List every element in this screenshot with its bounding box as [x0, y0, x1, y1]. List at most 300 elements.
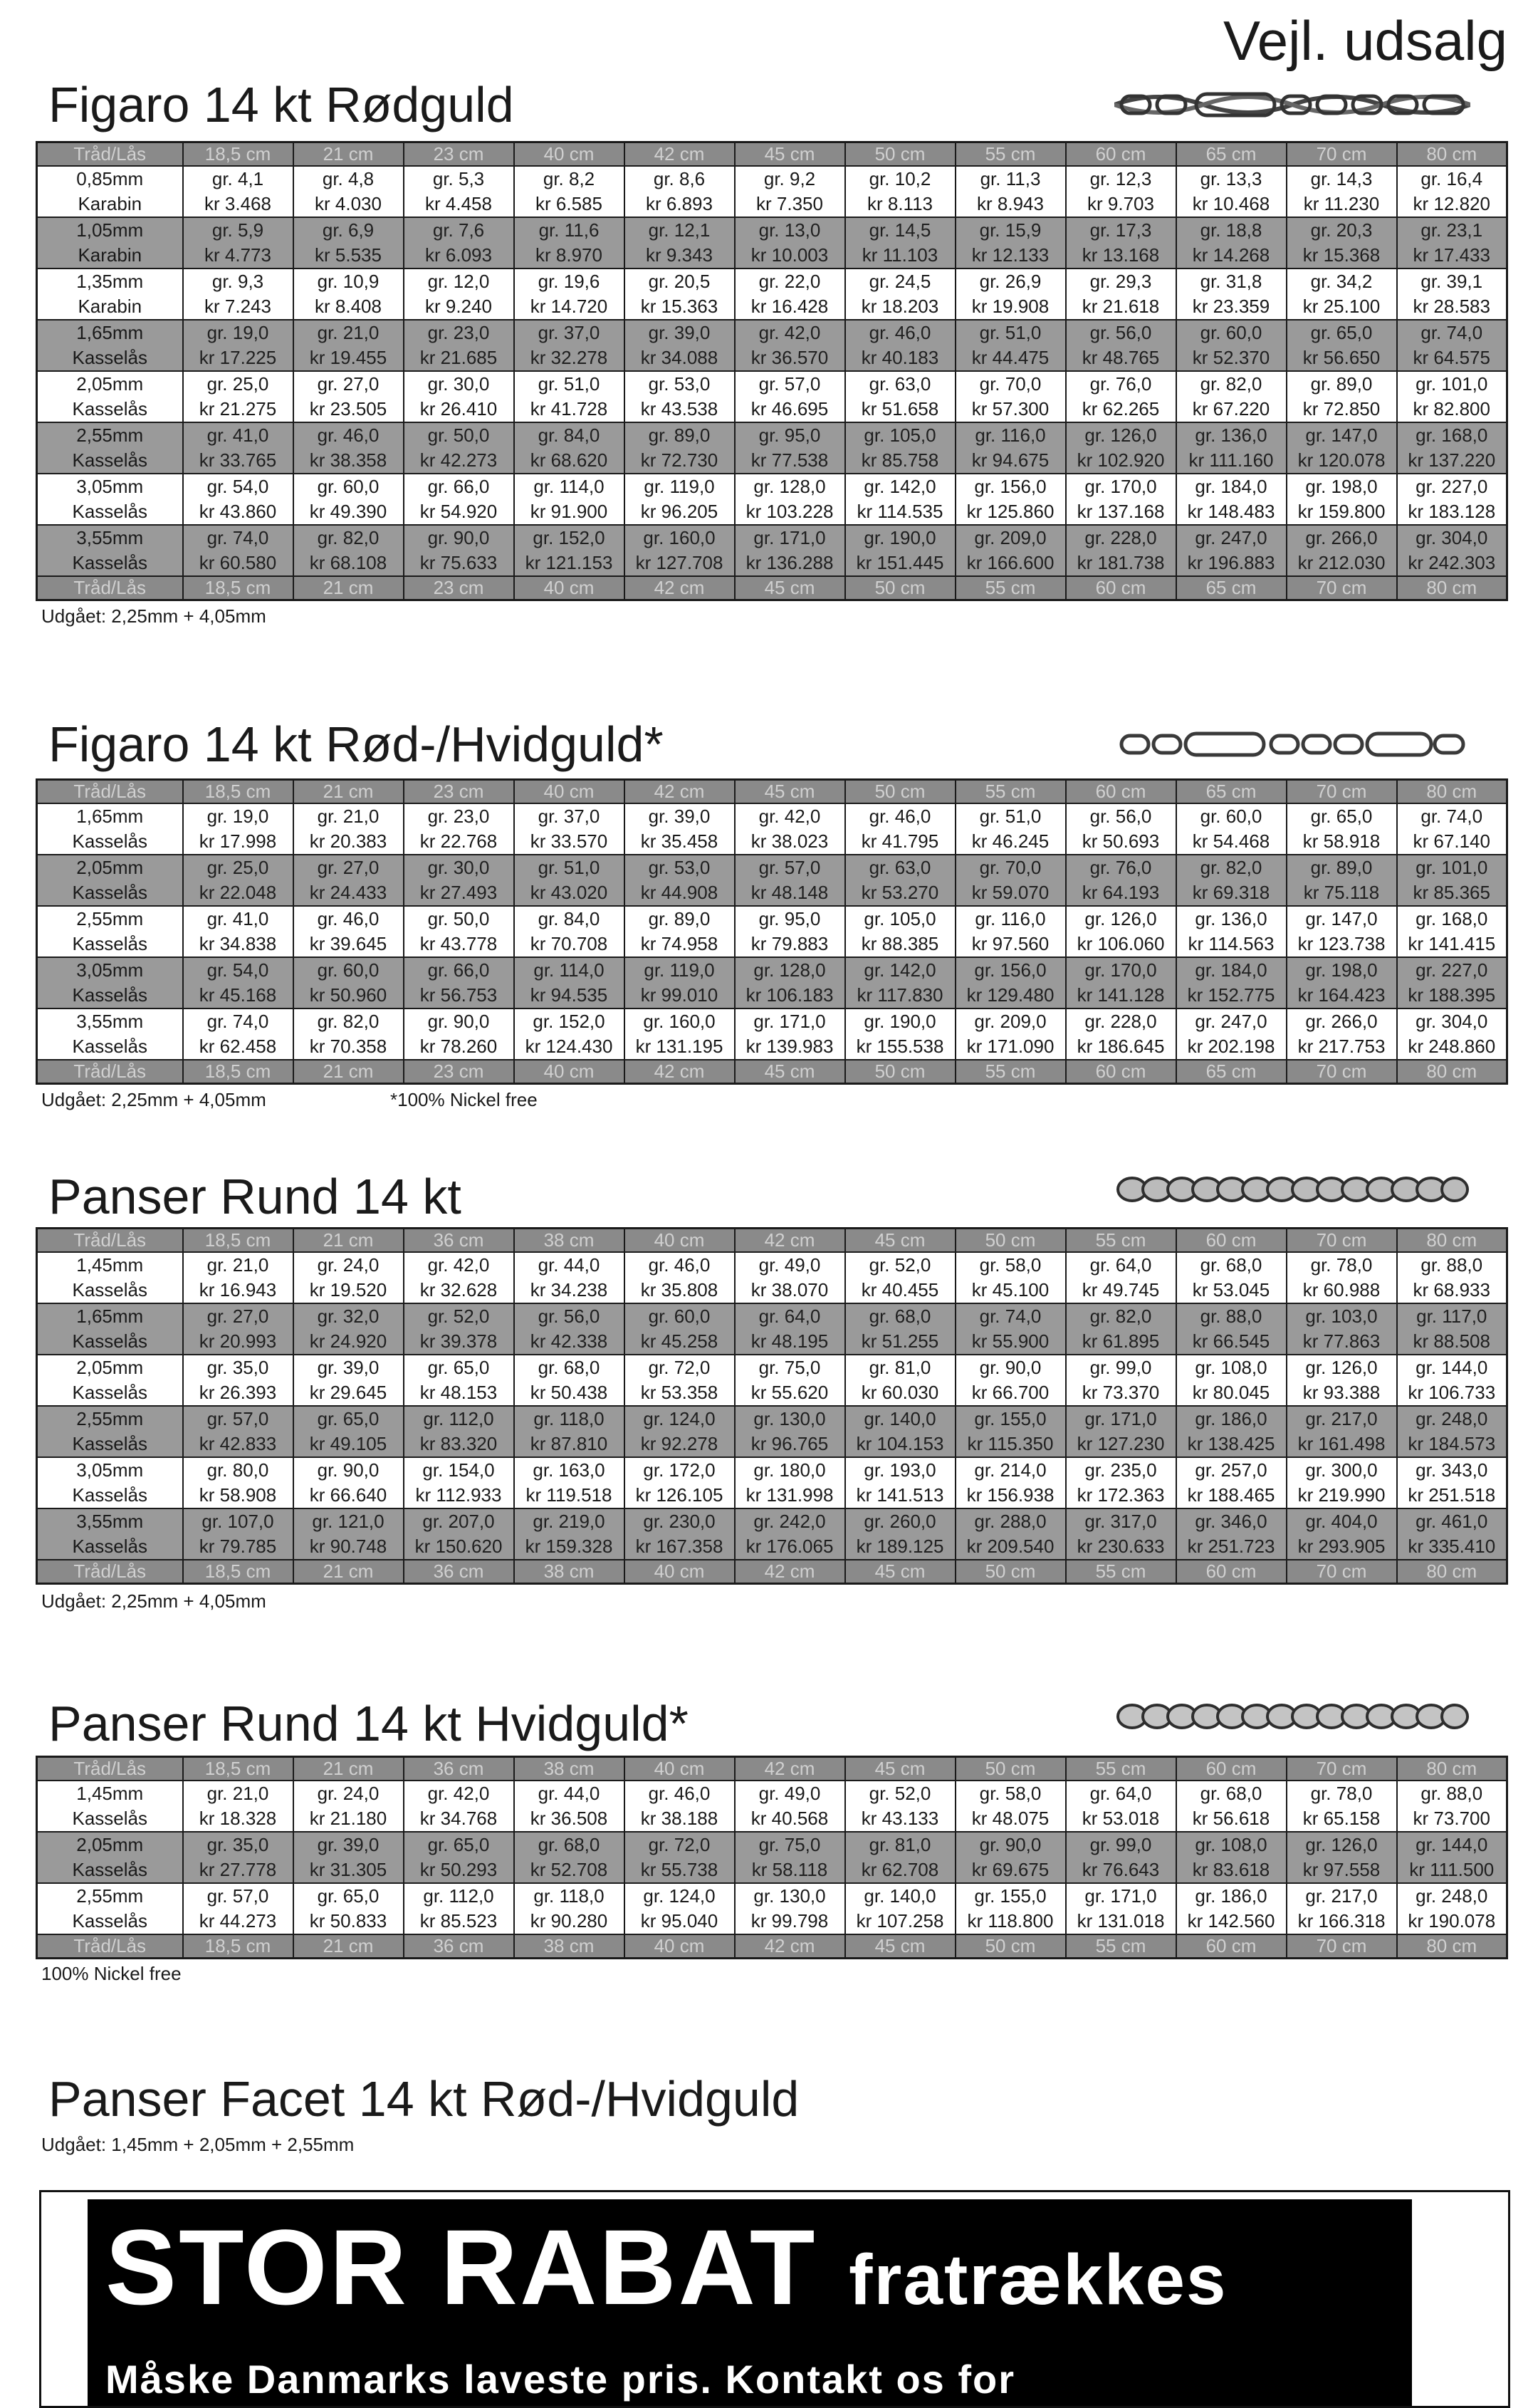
- weight-value: gr. 82,0: [1200, 373, 1262, 395]
- price-cell: [1287, 1406, 1397, 1457]
- price-cell: [845, 269, 956, 320]
- table-row: [37, 371, 1507, 422]
- price-value: kr 48.153: [419, 1382, 498, 1403]
- price-cell: [1397, 371, 1507, 422]
- weight-value: gr. 21,0: [317, 322, 380, 343]
- price-value: kr 33.570: [530, 830, 608, 852]
- price-cell: [956, 166, 1066, 217]
- header-cell-length: 80 cm: [1397, 1060, 1507, 1084]
- price-value: kr 62.458: [199, 1036, 277, 1057]
- wire-lock-cell: [37, 1008, 183, 1060]
- price-value: kr 159.800: [1297, 501, 1386, 522]
- header-cell-length: 18,5 cm: [183, 1560, 293, 1584]
- price-value: kr 18.203: [861, 296, 939, 317]
- header-cell-trad-las: Tråd/Lås: [37, 142, 183, 167]
- weight-value: gr. 12,0: [427, 271, 490, 292]
- weight-value: gr. 107,0: [202, 1511, 274, 1532]
- price-cell: [956, 1303, 1066, 1355]
- price-value: kr 26.410: [419, 398, 498, 419]
- price-value: kr 62.265: [1082, 398, 1160, 419]
- weight-value: gr. 155,0: [974, 1885, 1047, 1907]
- wire-size: 1,45mm: [76, 1783, 144, 1804]
- header-cell-length: 18,5 cm: [183, 1060, 293, 1084]
- price-table-figaro-rod-hvidguld: [36, 778, 1508, 1085]
- price-value: kr 142.560: [1187, 1910, 1275, 1932]
- price-value: kr 85.523: [419, 1910, 498, 1932]
- price-cell: [1397, 1008, 1507, 1060]
- lock-type: Kasselås: [72, 1036, 147, 1057]
- price-cell: [514, 1355, 624, 1406]
- weight-value: gr. 39,0: [648, 322, 711, 343]
- header-cell-length: 60 cm: [1066, 142, 1176, 167]
- price-value: kr 77.863: [1302, 1330, 1381, 1352]
- price-cell: [514, 217, 624, 269]
- weight-value: gr. 35,0: [206, 1834, 269, 1855]
- weight-value: gr. 114,0: [533, 959, 605, 981]
- price-value: kr 43.778: [419, 933, 498, 954]
- weight-value: gr. 171,0: [1084, 1885, 1157, 1907]
- weight-value: gr. 49,0: [758, 1783, 821, 1804]
- price-value: kr 111.160: [1188, 449, 1274, 471]
- header-cell-length: 55 cm: [956, 780, 1066, 804]
- weight-value: gr. 56,0: [1089, 806, 1152, 827]
- table-row: [37, 1883, 1507, 1934]
- weight-value: gr. 184,0: [1195, 476, 1267, 497]
- weight-value: gr. 46,0: [869, 322, 931, 343]
- weight-value: gr. 51,0: [979, 322, 1042, 343]
- weight-value: gr. 288,0: [974, 1511, 1047, 1532]
- weight-value: gr. 112,0: [423, 1885, 494, 1907]
- weight-value: gr. 6,9: [322, 219, 375, 241]
- price-cell: [956, 1252, 1066, 1303]
- price-cell: [1287, 906, 1397, 957]
- weight-value: gr. 74,0: [206, 527, 269, 548]
- price-value: kr 34.838: [199, 933, 277, 954]
- weight-value: gr. 35,0: [206, 1357, 269, 1378]
- price-value: kr 40.568: [750, 1808, 829, 1829]
- price-cell: [845, 371, 956, 422]
- header-cell-length: 50 cm: [956, 1757, 1066, 1781]
- price-cell: [956, 906, 1066, 957]
- weight-value: gr. 144,0: [1416, 1834, 1488, 1855]
- price-value: kr 151.445: [856, 552, 944, 573]
- price-value: kr 66.545: [1192, 1330, 1270, 1352]
- weight-value: gr. 266,0: [1305, 1011, 1378, 1032]
- price-value: kr 25.100: [1302, 296, 1381, 317]
- weight-value: gr. 8,6: [653, 168, 706, 189]
- price-cell: [1066, 217, 1176, 269]
- table-row: [37, 957, 1507, 1008]
- weight-value: gr. 5,9: [211, 219, 264, 241]
- price-value: kr 103.228: [745, 501, 834, 522]
- wire-size: 1,45mm: [76, 1254, 144, 1276]
- price-value: kr 12.133: [971, 244, 1050, 266]
- price-value: kr 50.693: [1082, 830, 1160, 852]
- weight-value: gr. 404,0: [1305, 1511, 1378, 1532]
- lock-type: Kasselås: [72, 1536, 147, 1557]
- price-value: kr 75.118: [1303, 882, 1380, 903]
- price-value: kr 126.105: [635, 1484, 723, 1506]
- price-value: kr 9.703: [1087, 193, 1154, 214]
- weight-value: gr. 81,0: [869, 1357, 931, 1378]
- price-cell: [845, 422, 956, 474]
- price-cell: [1176, 269, 1287, 320]
- price-cell: [1066, 166, 1176, 217]
- price-value: kr 93.388: [1302, 1382, 1381, 1403]
- price-cell: [404, 422, 514, 474]
- weight-value: gr. 116,0: [975, 424, 1046, 446]
- price-cell: [1066, 957, 1176, 1008]
- wire-lock-cell: [37, 957, 183, 1008]
- header-cell-length: 70 cm: [1287, 1060, 1397, 1084]
- price-cell: [183, 422, 293, 474]
- table-row: [37, 217, 1507, 269]
- header-cell-trad-las: Tråd/Lås: [37, 1229, 183, 1253]
- header-cell-length: 55 cm: [956, 576, 1066, 600]
- header-cell-length: 50 cm: [956, 1229, 1066, 1253]
- price-cell: [845, 906, 956, 957]
- price-value: kr 66.640: [309, 1484, 387, 1506]
- price-value: kr 46.245: [971, 830, 1050, 852]
- lock-type: Kasselås: [72, 984, 147, 1006]
- weight-value: gr. 54,0: [206, 959, 269, 981]
- price-value: kr 64.193: [1082, 882, 1160, 903]
- wire-lock-cell: [37, 1832, 183, 1883]
- lock-type: Kasselås: [72, 830, 147, 852]
- price-value: kr 212.030: [1297, 552, 1386, 573]
- weight-value: gr. 39,1: [1420, 271, 1483, 292]
- weight-value: gr. 99,0: [1089, 1357, 1152, 1378]
- weight-value: gr. 4,1: [211, 168, 264, 189]
- price-value: kr 172.363: [1077, 1484, 1165, 1506]
- price-value: kr 121.153: [525, 552, 613, 573]
- price-cell: [1066, 1508, 1176, 1560]
- price-value: kr 20.383: [309, 830, 387, 852]
- price-value: kr 18.328: [199, 1808, 277, 1829]
- header-cell-length: 21 cm: [293, 780, 404, 804]
- price-value: kr 74.958: [640, 933, 718, 954]
- price-cell: [1176, 1406, 1287, 1457]
- weight-value: gr. 186,0: [1195, 1885, 1267, 1907]
- price-cell: [514, 474, 624, 525]
- price-cell: [1287, 474, 1397, 525]
- price-cell: [404, 217, 514, 269]
- weight-value: gr. 4,8: [322, 168, 375, 189]
- weight-value: gr. 95,0: [758, 424, 821, 446]
- price-value: kr 60.580: [199, 552, 277, 573]
- price-cell: [845, 1457, 956, 1508]
- weight-value: gr. 82,0: [317, 527, 380, 548]
- price-value: kr 69.675: [971, 1859, 1050, 1880]
- wire-lock-cell: [37, 474, 183, 525]
- price-value: kr 11.103: [862, 244, 938, 266]
- price-value: kr 73.370: [1082, 1382, 1160, 1403]
- weight-value: gr. 56,0: [538, 1305, 600, 1327]
- price-cell: [624, 1303, 735, 1355]
- price-value: kr 196.883: [1187, 552, 1275, 573]
- table-header-row: [37, 142, 1507, 167]
- price-cell: [183, 1355, 293, 1406]
- price-value: kr 68.108: [309, 552, 387, 573]
- weight-value: gr. 60,0: [1200, 322, 1262, 343]
- price-table-panser-rund-hvidguld: [36, 1756, 1508, 1959]
- weight-value: gr. 346,0: [1195, 1511, 1267, 1532]
- price-value: kr 87.810: [530, 1433, 608, 1454]
- weight-value: gr. 119,0: [644, 959, 715, 981]
- price-value: kr 251.518: [1408, 1484, 1496, 1506]
- header-cell-trad-las: Tråd/Lås: [37, 1560, 183, 1584]
- table-row: [37, 525, 1507, 576]
- price-value: kr 4.030: [315, 193, 382, 214]
- price-value: kr 190.078: [1408, 1910, 1496, 1932]
- price-value: kr 19.908: [971, 296, 1050, 317]
- header-cell-length: 18,5 cm: [183, 142, 293, 167]
- price-value: kr 131.018: [1077, 1910, 1165, 1932]
- weight-value: gr. 18,8: [1200, 219, 1262, 241]
- price-value: kr 9.240: [425, 296, 492, 317]
- price-value: kr 92.278: [640, 1433, 718, 1454]
- price-value: kr 107.258: [856, 1910, 944, 1932]
- price-value: kr 77.538: [750, 449, 829, 471]
- price-cell: [1066, 422, 1176, 474]
- price-value: kr 189.125: [856, 1536, 944, 1557]
- price-cell: [735, 217, 845, 269]
- price-value: kr 56.618: [1192, 1808, 1270, 1829]
- weight-value: gr. 56,0: [1089, 322, 1152, 343]
- price-value: kr 106.183: [745, 984, 834, 1006]
- price-cell: [1397, 803, 1507, 855]
- price-cell: [735, 1252, 845, 1303]
- table-row: [37, 1355, 1507, 1406]
- price-cell: [404, 1355, 514, 1406]
- price-cell: [183, 320, 293, 371]
- price-cell: [1176, 1457, 1287, 1508]
- price-value: kr 88.508: [1413, 1330, 1490, 1352]
- weight-value: gr. 65,0: [317, 1408, 380, 1429]
- weight-value: gr. 74,0: [206, 1011, 269, 1032]
- weight-value: gr. 42,0: [427, 1254, 490, 1276]
- price-value: kr 137.168: [1077, 501, 1165, 522]
- price-value: kr 50.833: [309, 1910, 387, 1932]
- header-cell-length: 42 cm: [624, 780, 735, 804]
- price-value: kr 14.268: [1192, 244, 1270, 266]
- panser-chain-image: [1114, 1174, 1470, 1206]
- price-cell: [735, 1883, 845, 1934]
- table-row: [37, 422, 1507, 474]
- price-value: kr 43.020: [530, 882, 608, 903]
- price-cell: [1176, 1781, 1287, 1832]
- price-value: kr 11.230: [1303, 193, 1380, 214]
- price-cell: [845, 1883, 956, 1934]
- price-cell: [514, 422, 624, 474]
- header-cell-length: 70 cm: [1287, 142, 1397, 167]
- weight-value: gr. 29,3: [1089, 271, 1152, 292]
- wire-lock-cell: [37, 1303, 183, 1355]
- weight-value: gr. 9,2: [763, 168, 816, 189]
- price-value: kr 42.273: [419, 449, 498, 471]
- weight-value: gr. 155,0: [974, 1408, 1047, 1429]
- price-value: kr 88.385: [861, 933, 939, 954]
- weight-value: gr. 228,0: [1084, 1011, 1157, 1032]
- price-cell: [1287, 1303, 1397, 1355]
- discount-banner: [39, 2190, 1510, 2408]
- price-value: kr 67.220: [1192, 398, 1270, 419]
- price-cell: [293, 1008, 404, 1060]
- weight-value: gr. 90,0: [427, 1011, 490, 1032]
- table-row: [37, 1303, 1507, 1355]
- weight-value: gr. 168,0: [1416, 424, 1488, 446]
- price-cell: [1066, 1355, 1176, 1406]
- price-value: kr 161.498: [1297, 1433, 1386, 1454]
- price-value: kr 4.773: [204, 244, 271, 266]
- header-cell-length: 55 cm: [956, 142, 1066, 167]
- price-value: kr 94.675: [971, 449, 1050, 471]
- wire-size: 2,55mm: [76, 1885, 144, 1907]
- weight-value: gr. 119,0: [644, 476, 715, 497]
- banner-headline-main: STOR RABAT: [105, 2207, 817, 2327]
- price-value: kr 17.433: [1413, 244, 1490, 266]
- price-value: kr 31.305: [309, 1859, 387, 1880]
- price-value: kr 248.860: [1408, 1036, 1496, 1057]
- price-value: kr 85.758: [861, 449, 939, 471]
- weight-value: gr. 27,0: [317, 857, 380, 878]
- price-cell: [1176, 906, 1287, 957]
- price-value: kr 38.070: [750, 1279, 829, 1301]
- lock-type: Kasselås: [72, 347, 147, 368]
- weight-value: gr. 44,0: [538, 1783, 600, 1804]
- price-cell: [183, 1832, 293, 1883]
- price-cell: [735, 320, 845, 371]
- price-value: kr 19.520: [309, 1279, 387, 1301]
- price-value: kr 131.195: [635, 1036, 723, 1057]
- weight-value: gr. 227,0: [1416, 476, 1488, 497]
- price-value: kr 21.685: [419, 347, 498, 368]
- weight-value: gr. 114,0: [533, 476, 605, 497]
- price-value: kr 38.023: [750, 830, 829, 852]
- price-cell: [404, 855, 514, 906]
- weight-value: gr. 78,0: [1310, 1254, 1373, 1276]
- price-value: kr 94.535: [530, 984, 608, 1006]
- price-value: kr 23.505: [309, 398, 387, 419]
- lock-type: Karabin: [78, 296, 142, 317]
- price-value: kr 46.695: [750, 398, 829, 419]
- price-value: kr 44.273: [199, 1910, 277, 1932]
- price-cell: [404, 1252, 514, 1303]
- weight-value: gr. 90,0: [979, 1834, 1042, 1855]
- price-value: kr 43.860: [199, 501, 277, 522]
- price-cell: [1176, 1008, 1287, 1060]
- price-cell: [1176, 320, 1287, 371]
- price-value: kr 7.350: [756, 193, 823, 214]
- price-cell: [514, 1303, 624, 1355]
- table-row: [37, 1406, 1507, 1457]
- weight-value: gr. 82,0: [1089, 1305, 1152, 1327]
- price-value: kr 76.643: [1082, 1859, 1160, 1880]
- price-cell: [514, 166, 624, 217]
- weight-value: gr. 80,0: [206, 1459, 269, 1481]
- wire-size: 2,55mm: [76, 1408, 144, 1429]
- price-value: kr 27.778: [199, 1859, 277, 1880]
- price-value: kr 95.040: [640, 1910, 718, 1932]
- weight-value: gr. 95,0: [758, 908, 821, 929]
- price-value: kr 19.455: [309, 347, 387, 368]
- price-cell: [1176, 1355, 1287, 1406]
- weight-value: gr. 53,0: [648, 373, 711, 395]
- weight-value: gr. 76,0: [1089, 857, 1152, 878]
- banner-subline: Måske Danmarks laveste pris. Kontakt os for: [105, 2357, 1016, 2402]
- price-value: kr 53.270: [861, 882, 939, 903]
- price-cell: [514, 1008, 624, 1060]
- price-cell: [404, 1508, 514, 1560]
- weight-value: gr. 9,3: [211, 271, 264, 292]
- discontinued-note: Udgået: 2,25mm + 4,05mm: [41, 1089, 266, 1110]
- weight-value: gr. 266,0: [1305, 527, 1378, 548]
- price-value: kr 123.738: [1297, 933, 1386, 954]
- price-cell: [293, 269, 404, 320]
- price-cell: [514, 855, 624, 906]
- price-value: kr 59.070: [971, 882, 1050, 903]
- weight-value: gr. 11,6: [538, 219, 600, 241]
- weight-value: gr. 66,0: [427, 476, 490, 497]
- weight-value: gr. 22,0: [758, 271, 821, 292]
- price-cell: [845, 803, 956, 855]
- weight-value: gr. 23,1: [1420, 219, 1483, 241]
- price-value: kr 21.180: [309, 1808, 387, 1829]
- lock-type: Kasselås: [72, 1330, 147, 1352]
- header-cell-length: 36 cm: [404, 1934, 514, 1959]
- weight-value: gr. 68,0: [1200, 1254, 1262, 1276]
- price-value: kr 138.425: [1187, 1433, 1275, 1454]
- price-cell: [956, 1883, 1066, 1934]
- wire-size: 3,05mm: [76, 1459, 144, 1481]
- price-cell: [956, 371, 1066, 422]
- header-cell-length: 21 cm: [293, 1757, 404, 1781]
- weight-value: gr. 19,0: [206, 806, 269, 827]
- price-value: kr 48.195: [750, 1330, 829, 1352]
- price-value: kr 97.558: [1302, 1859, 1381, 1880]
- price-cell: [1287, 1008, 1397, 1060]
- price-value: kr 53.045: [1192, 1279, 1270, 1301]
- header-cell-length: 38 cm: [514, 1229, 624, 1253]
- weight-value: gr. 184,0: [1195, 959, 1267, 981]
- weight-value: gr. 49,0: [758, 1254, 821, 1276]
- price-value: kr 58.908: [199, 1484, 277, 1506]
- weight-value: gr. 64,0: [1089, 1783, 1152, 1804]
- price-cell: [1176, 1883, 1287, 1934]
- header-cell-length: 70 cm: [1287, 576, 1397, 600]
- weight-value: gr. 154,0: [422, 1459, 495, 1481]
- price-value: kr 10.468: [1192, 193, 1270, 214]
- price-value: kr 55.738: [640, 1859, 718, 1880]
- header-cell-length: 80 cm: [1397, 1934, 1507, 1959]
- weight-value: gr. 74,0: [1420, 806, 1483, 827]
- price-cell: [404, 1008, 514, 1060]
- price-cell: [183, 1406, 293, 1457]
- weight-value: gr. 72,0: [648, 1834, 711, 1855]
- weight-value: gr. 65,0: [427, 1834, 490, 1855]
- price-value: kr 131.998: [745, 1484, 834, 1506]
- price-value: kr 112.933: [415, 1484, 502, 1506]
- price-cell: [404, 371, 514, 422]
- weight-value: gr. 63,0: [869, 857, 931, 878]
- price-value: kr 6.585: [535, 193, 602, 214]
- price-cell: [514, 1781, 624, 1832]
- price-value: kr 8.113: [867, 193, 933, 214]
- price-cell: [183, 1252, 293, 1303]
- price-cell: [183, 1303, 293, 1355]
- price-value: kr 51.255: [861, 1330, 939, 1352]
- price-cell: [1287, 1457, 1397, 1508]
